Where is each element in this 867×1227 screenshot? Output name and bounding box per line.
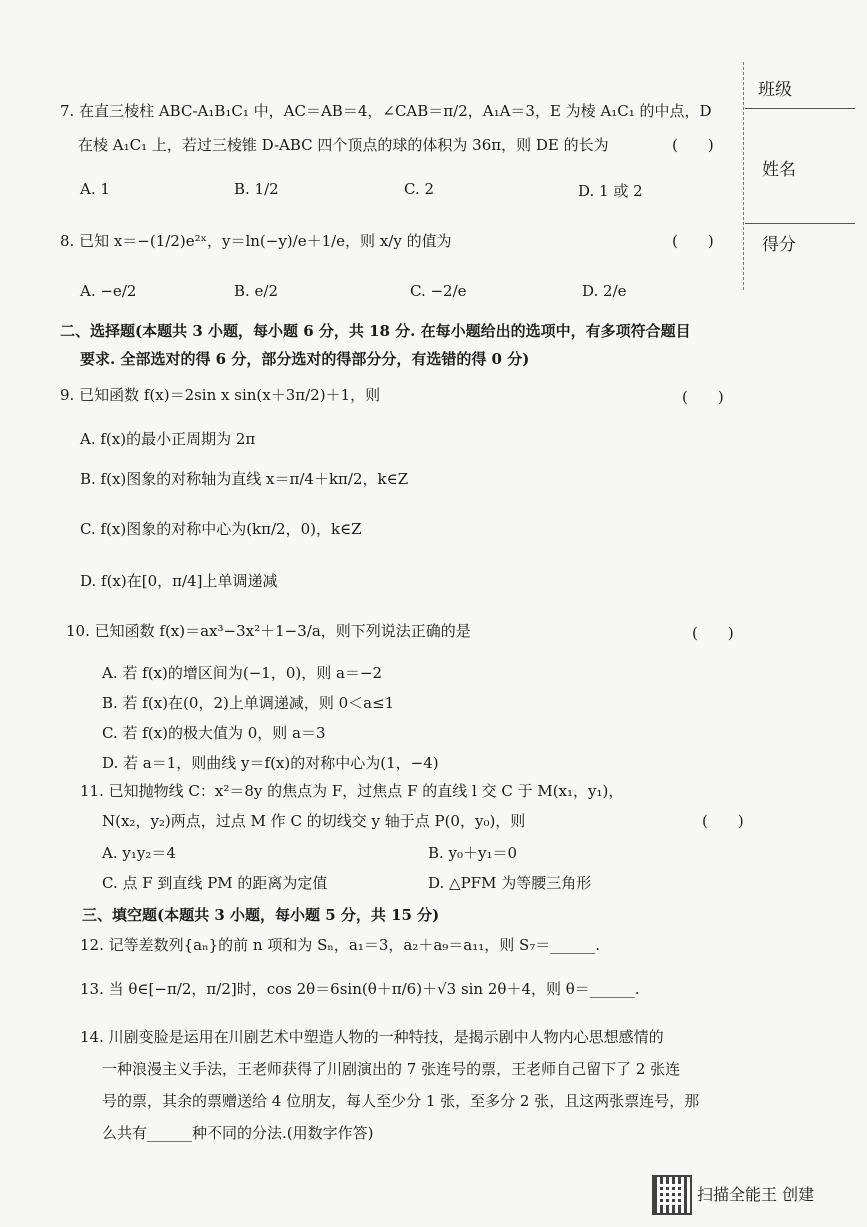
divider [745, 223, 855, 224]
q8-option-a: A. −e/2 [80, 282, 137, 300]
section-2-heading-line-2: 要求. 全部选对的得 6 分，部分选对的得部分分，有选错的得 0 分) [80, 350, 530, 368]
q11-option-a: A. y₁y₂＝4 [102, 844, 176, 862]
q7-option-b: B. 1/2 [234, 180, 279, 198]
q11-option-c: C. 点 F 到直线 PM 的距离为定值 [102, 874, 328, 892]
name-label: 姓名 [762, 160, 796, 180]
answer-paren: ( ) [682, 388, 724, 406]
q11-option-b: B. y₀＋y₁＝0 [428, 844, 518, 862]
q10-option-a: A. 若 f(x)的增区间为(−1，0)，则 a＝−2 [102, 664, 383, 682]
answer-paren: ( ) [692, 624, 734, 642]
q9-option-b: B. f(x)图象的对称轴为直线 x＝π/4＋kπ/2，k∈Z [80, 470, 409, 488]
question-10-line-1: 10. 已知函数 f(x)＝ax³−3x²＋1−3/a，则下列说法正确的是 [66, 622, 471, 640]
question-11-line-1: 11. 已知抛物线 C：x²＝8y 的焦点为 F，过焦点 F 的直线 l 交 C 于 M(x₁，y₁)， [80, 782, 624, 800]
scanner-brand-text: 扫描全能王 创建 [697, 1185, 815, 1204]
question-7-line-2: 在棱 A₁C₁ 上，若过三棱锥 D-ABC 四个顶点的球的体积为 36π，则 DE 的长为 [78, 136, 609, 154]
q11-option-d: D. △PFM 为等腰三角形 [428, 874, 592, 892]
question-9-line-1: 9. 已知函数 f(x)＝2sin x sin(x＋3π/2)＋1，则 [60, 386, 381, 404]
question-14-line-3: 号的票，其余的票赠送给 4 位朋友，每人至少分 1 张，至多分 2 张，且这两张票连号，那 [102, 1092, 700, 1110]
question-8-line-1: 8. 已知 x＝−(1/2)e²ˣ，y＝ln(−y)/e＋1/e，则 x/y 的值为 [60, 232, 452, 250]
q7-option-d: D. 1 或 2 [578, 182, 643, 200]
question-13: 13. 当 θ∈[−π/2，π/2]时，cos 2θ＝6sin(θ＋π/6)＋√3 sin 2θ＋4，则 θ＝______. [80, 980, 640, 998]
divider [745, 108, 855, 109]
q10-option-b: B. 若 f(x)在(0，2)上单调递减，则 0＜a≤1 [102, 694, 395, 712]
question-14-line-4: 么共有______种不同的分法.(用数字作答) [102, 1124, 374, 1142]
q10-option-c: C. 若 f(x)的极大值为 0，则 a＝3 [102, 724, 326, 742]
class-label: 班级 [758, 80, 792, 100]
section-3-heading: 三、填空题(本题共 3 小题，每小题 5 分，共 15 分) [82, 906, 440, 924]
q7-option-a: A. 1 [80, 180, 110, 198]
question-12: 12. 记等差数列{aₙ}的前 n 项和为 Sₙ，a₁＝3，a₂＋a₉＝a₁₁，则 S₇＝______. [80, 936, 601, 954]
answer-paren: ( ) [702, 812, 744, 830]
q8-option-c: C. −2/e [410, 282, 467, 300]
q9-option-a: A. f(x)的最小正周期为 2π [80, 430, 256, 448]
q8-option-b: B. e/2 [234, 282, 279, 300]
q10-option-d: D. 若 a＝1，则曲线 y＝f(x)的对称中心为(1，−4) [102, 754, 439, 772]
question-11-line-2: N(x₂，y₂)两点，过点 M 作 C 的切线交 y 轴于点 P(0，y₀)，则 [102, 812, 526, 830]
q9-option-c: C. f(x)图象的对称中心为(kπ/2，0)，k∈Z [80, 520, 362, 538]
qr-code-icon [652, 1175, 692, 1215]
q7-option-c: C. 2 [404, 180, 435, 198]
answer-paren: ( ) [672, 136, 714, 154]
score-label: 得分 [762, 235, 796, 255]
question-7-line-1: 7. 在直三棱柱 ABC-A₁B₁C₁ 中，AC＝AB＝4，∠CAB＝π/2，A₁A＝3，E 为棱 A₁C₁ 的中点，D [60, 102, 712, 120]
question-14-line-1: 14. 川剧变脸是运用在川剧艺术中塑造人物的一种特技，是揭示剧中人物内心思想感情的 [80, 1028, 664, 1046]
answer-paren: ( ) [672, 232, 714, 250]
section-2-heading-line-1: 二、选择题(本题共 3 小题，每小题 6 分，共 18 分. 在每小题给出的选项中，有多项符合题目 [60, 322, 691, 340]
question-14-line-2: 一种浪漫主义手法，王老师获得了川剧演出的 7 张连号的票，王老师自己留下了 2 张连 [102, 1060, 681, 1078]
q8-option-d: D. 2/e [582, 282, 627, 300]
q9-option-d: D. f(x)在[0，π/4]上单调递减 [80, 572, 278, 590]
